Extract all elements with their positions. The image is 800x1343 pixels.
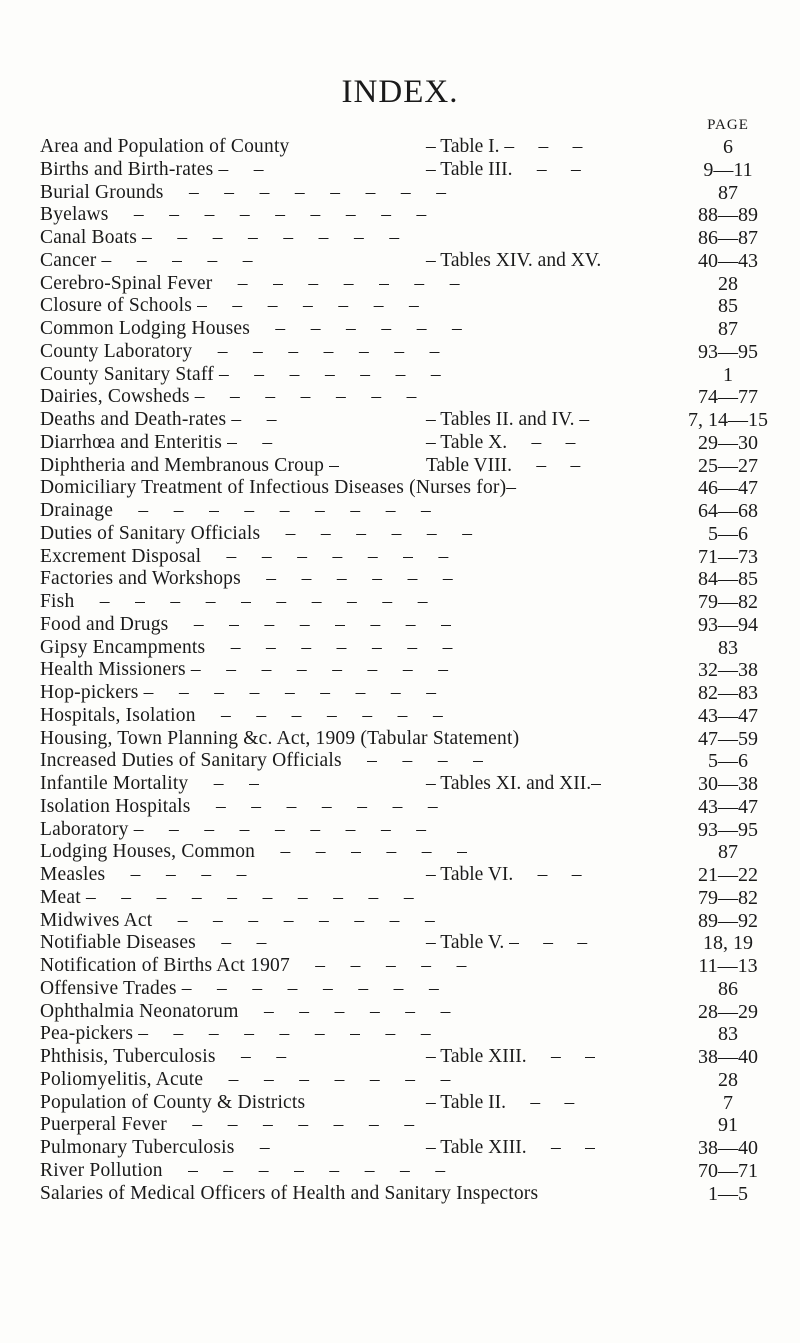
index-entry	[0, 1114, 800, 1137]
entry-page-number: 40—43	[698, 249, 758, 272]
index-entry	[0, 341, 800, 364]
entry-page-number: 79—82	[698, 591, 758, 613]
entry-subject: Measles – – – –	[40, 864, 247, 885]
entry-subject: Deaths and Death-rates – –	[40, 409, 277, 430]
index-entry	[0, 159, 800, 182]
index-entry	[0, 1069, 800, 1092]
entry-page-number: 83	[718, 636, 738, 659]
index-entry	[0, 1023, 800, 1046]
index-entry	[0, 546, 800, 569]
index-entry	[0, 887, 800, 910]
index-entry	[0, 432, 800, 455]
entry-page-number: 85	[718, 295, 738, 318]
index-entry	[0, 841, 800, 864]
index-entry	[0, 864, 800, 887]
page-title: INDEX.	[341, 74, 459, 110]
index-entry	[0, 682, 800, 705]
entry-page-number: 11—13	[698, 955, 758, 977]
index-entry	[0, 1001, 800, 1024]
index-entry	[0, 182, 800, 205]
entry-subject: Ophthalmia Neonatorum – – – – – –	[40, 1000, 451, 1022]
entry-subject: Notifiable Diseases – –	[40, 932, 267, 954]
entry-table-reference: – Tables II. and IV. –	[426, 409, 590, 430]
index-entry	[0, 1092, 800, 1115]
entry-table-reference: – Table XIII. – –	[426, 1137, 595, 1158]
entry-page-number: 47—59	[698, 727, 758, 750]
entry-subject: River Pollution – – – – – – – –	[40, 1159, 446, 1181]
entry-subject: Salaries of Medical Officers of Health and Sanitary Inspectors	[40, 1182, 539, 1204]
index-entry	[0, 136, 800, 159]
entry-table-reference: – Table II. – –	[426, 1091, 575, 1113]
entry-page-number: 87	[718, 318, 738, 340]
entry-page-number: 9—11	[703, 158, 753, 181]
entry-subject: Laboratory – – – – – – – – –	[40, 818, 427, 840]
index-entry	[0, 386, 800, 409]
entry-page-number: 46—47	[698, 477, 758, 500]
page-column-header: PAGE	[707, 117, 749, 133]
index-entry	[0, 1183, 800, 1206]
entry-table-reference: – Table V. – – –	[426, 932, 588, 954]
entry-subject: Pulmonary Tuberculosis –	[40, 1137, 270, 1158]
entry-page-number: 5—6	[708, 522, 748, 545]
index-entry	[0, 295, 800, 318]
index-entry	[0, 910, 800, 933]
entry-page-number: 7	[723, 1091, 733, 1114]
entry-page-number: 21—22	[698, 864, 758, 886]
index-entry	[0, 637, 800, 660]
entry-page-number: 93—94	[698, 613, 758, 636]
entry-subject: Population of County & Districts	[40, 1091, 306, 1113]
entry-table-reference: – Tables XIV. and XV.	[426, 249, 602, 271]
entry-page-number: 91	[718, 1114, 738, 1137]
index-entry	[0, 750, 800, 773]
entry-subject: Isolation Hospitals – – – – – – –	[40, 795, 438, 817]
entry-table-reference: – Table X. – –	[426, 431, 576, 453]
entry-page-number: 74—77	[698, 386, 758, 409]
entry-page-number: 64—68	[698, 500, 758, 522]
entry-subject: Hop-pickers – – – – – – – – –	[40, 682, 437, 703]
entry-page-number: 93—95	[698, 340, 758, 363]
entry-subject: County Sanitary Staff – – – – – – –	[40, 363, 441, 385]
entry-page-number: 87	[718, 181, 738, 204]
entry-page-number: 38—40	[698, 1046, 758, 1068]
entry-page-number: 1	[723, 363, 733, 386]
entry-page-number: 43—47	[698, 795, 758, 818]
entry-subject: Increased Duties of Sanitary Officials – – – –	[40, 750, 484, 772]
index-entry	[0, 955, 800, 978]
entry-subject: Drainage – – – – – – – – –	[40, 500, 431, 521]
entry-subject: Canal Boats – – – – – – – –	[40, 227, 400, 248]
entry-page-number: 30—38	[698, 773, 758, 795]
entry-subject: Common Lodging Houses – – – – – –	[40, 318, 462, 339]
entry-page-number: 88—89	[698, 204, 758, 227]
entry-subject: Gipsy Encampments – – – – – – –	[40, 636, 453, 658]
entry-subject: Notification of Births Act 1907 – – – – –	[40, 955, 467, 976]
index-entry	[0, 455, 800, 478]
entry-subject: Diphtheria and Membranous Croup –	[40, 454, 340, 476]
index-entry	[0, 204, 800, 227]
entry-subject: Housing, Town Planning &c. Act, 1909 (Tabular Statement)	[40, 727, 520, 749]
entry-subject: Dairies, Cowsheds – – – – – – –	[40, 386, 417, 408]
entry-page-number: 29—30	[698, 431, 758, 454]
index-entry	[0, 932, 800, 955]
entry-page-number: 70—71	[698, 1159, 758, 1182]
index-entry	[0, 273, 800, 296]
entry-subject: Hospitals, Isolation – – – – – – –	[40, 704, 443, 726]
entry-subject: Infantile Mortality – –	[40, 773, 260, 794]
entry-page-number: 28—29	[698, 1000, 758, 1023]
index-entry	[0, 318, 800, 341]
entry-page-number: 1—5	[708, 1182, 748, 1205]
entry-table-reference: – Table VI. – –	[426, 864, 582, 885]
index-entry	[0, 1137, 800, 1160]
entry-subject: Births and Birth-rates – –	[40, 158, 264, 180]
entry-subject: Duties of Sanitary Officials – – – – – –	[40, 522, 473, 544]
index-entries	[0, 136, 800, 1205]
entry-page-number: 86—87	[698, 227, 758, 249]
entry-table-reference: – Tables XI. and XII.–	[426, 773, 601, 794]
entry-subject: Phthisis, Tuberculosis – –	[40, 1046, 287, 1067]
index-entry	[0, 1046, 800, 1069]
entry-table-reference: – Table III. – –	[426, 158, 581, 180]
index-entry	[0, 1160, 800, 1183]
entry-page-number: 32—38	[698, 659, 758, 682]
entry-subject: Poliomyelitis, Acute – – – – – – –	[40, 1068, 451, 1090]
entry-subject: Offensive Trades – – – – – – – –	[40, 977, 439, 999]
index-entry	[0, 477, 800, 500]
entry-table-reference: Table VIII. – –	[426, 454, 581, 476]
index-entry	[0, 659, 800, 682]
entry-subject: Cerebro-Spinal Fever – – – – – – –	[40, 272, 460, 294]
entry-page-number: 84—85	[698, 568, 758, 591]
entry-subject: Domiciliary Treatment of Infectious Diseases (Nurses for)–	[40, 477, 517, 499]
entry-page-number: 89—92	[698, 909, 758, 932]
entry-page-number: 79—82	[698, 886, 758, 909]
index-entry	[0, 591, 800, 614]
index-entry	[0, 614, 800, 637]
entry-subject: County Laboratory – – – – – – –	[40, 340, 440, 362]
entry-subject: Health Missioners – – – – – – – –	[40, 659, 449, 681]
entry-subject: Burial Grounds – – – – – – – –	[40, 181, 447, 203]
index-entry	[0, 227, 800, 250]
entry-subject: Puerperal Fever – – – – – – –	[40, 1114, 415, 1136]
entry-page-number: 28	[718, 1068, 738, 1091]
entry-page-number: 28	[718, 272, 738, 295]
entry-subject: Meat – – – – – – – – – –	[40, 886, 414, 908]
entry-subject: Food and Drugs – – – – – – – –	[40, 613, 452, 635]
index-entry	[0, 796, 800, 819]
entry-subject: Fish – – – – – – – – – –	[40, 591, 428, 612]
entry-page-number: 93—95	[698, 818, 758, 841]
index-entry	[0, 978, 800, 1001]
index-entry	[0, 523, 800, 546]
index-entry	[0, 705, 800, 728]
entry-page-number: 71—73	[698, 545, 758, 568]
entry-page-number: 83	[718, 1023, 738, 1046]
entry-page-number: 5—6	[708, 750, 748, 773]
index-entry	[0, 364, 800, 387]
entry-page-number: 86	[718, 977, 738, 1000]
entry-subject: Byelaws – – – – – – – – –	[40, 204, 427, 226]
entry-page-number: 43—47	[698, 704, 758, 727]
index-entry	[0, 568, 800, 591]
index-entry	[0, 250, 800, 273]
entry-subject: Diarrhœa and Enteritis – –	[40, 431, 273, 453]
entry-subject: Closure of Schools – – – – – – –	[40, 295, 419, 317]
entry-subject: Area and Population of County	[40, 136, 290, 157]
entry-page-number: 38—40	[698, 1137, 758, 1159]
index-entry	[0, 773, 800, 796]
entry-subject: Lodging Houses, Common – – – – – –	[40, 841, 468, 863]
index-entry	[0, 409, 800, 432]
index-entry	[0, 500, 800, 523]
entry-page-number: 7, 14—15	[688, 409, 768, 431]
entry-page-number: 6	[723, 136, 733, 158]
entry-table-reference: – Table I. – – –	[426, 136, 583, 157]
entry-subject: Pea-pickers – – – – – – – – –	[40, 1023, 431, 1045]
entry-subject: Excrement Disposal – – – – – – –	[40, 545, 449, 567]
entry-page-number: 25—27	[698, 454, 758, 477]
index-entry	[0, 819, 800, 842]
index-entry	[0, 728, 800, 751]
entry-subject: Cancer – – – – –	[40, 249, 253, 271]
entry-subject: Factories and Workshops – – – – – –	[40, 568, 453, 590]
entry-page-number: 82—83	[698, 682, 758, 704]
entry-page-number: 18, 19	[703, 932, 753, 955]
entry-subject: Midwives Act – – – – – – – –	[40, 909, 435, 931]
entry-page-number: 87	[718, 841, 738, 864]
entry-table-reference: – Table XIII. – –	[426, 1046, 595, 1067]
